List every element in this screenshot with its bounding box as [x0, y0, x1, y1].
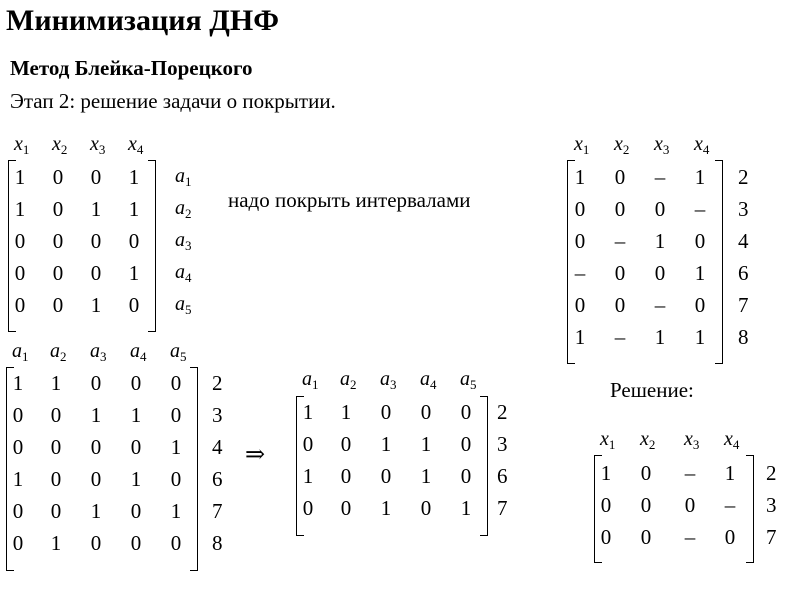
matrix-cell: 0	[90, 435, 102, 459]
right-bracket	[746, 455, 754, 563]
matrix-cell: 0	[640, 525, 652, 549]
matrix-cell: 0	[130, 435, 142, 459]
column-header: $a_4$	[420, 368, 437, 392]
matrix-cell: 0	[694, 229, 706, 253]
method-subtitle: Метод Блейка-Порецкого	[10, 56, 253, 80]
matrix-cell: 0	[12, 435, 24, 459]
matrix-cell: –	[574, 261, 586, 285]
row-label: 7	[497, 496, 508, 520]
matrix-cell: 1	[12, 371, 24, 395]
matrix-cell: 0	[90, 165, 102, 189]
matrix-cell: 0	[574, 197, 586, 221]
matrix-cell: 0	[380, 464, 392, 488]
row-label: 7	[212, 499, 223, 523]
row-label: 2	[738, 165, 749, 189]
matrix-cell: –	[614, 325, 626, 349]
matrix-cell: 0	[380, 400, 392, 424]
matrix-cell: 0	[302, 432, 314, 456]
matrix-cell: 0	[90, 371, 102, 395]
matrix-cell: 0	[90, 531, 102, 555]
step-description: Этап 2: решение задачи о покрытии.	[10, 89, 336, 113]
cover-note: надо покрыть интервалами	[228, 188, 471, 212]
matrix-cell: 0	[14, 229, 26, 253]
matrix-cell: 0	[574, 293, 586, 317]
matrix-cell: 1	[574, 325, 586, 349]
matrix-cell: –	[724, 493, 736, 517]
matrix-cell: 0	[52, 197, 64, 221]
column-header: $a_5$	[170, 340, 187, 364]
column-header: $x_4$	[724, 428, 740, 452]
row-label: 6	[212, 467, 223, 491]
row-label: 8	[738, 325, 749, 349]
column-header: $x_1$	[574, 133, 590, 157]
matrix-cell: 1	[694, 261, 706, 285]
column-header: $a_1$	[302, 368, 319, 392]
matrix-cell: 1	[420, 432, 432, 456]
matrix-cell: 0	[340, 464, 352, 488]
right-bracket	[148, 160, 156, 332]
implies-arrow: ⇒	[245, 442, 266, 468]
matrix-cell: 0	[90, 467, 102, 491]
matrix-cell: 1	[90, 293, 102, 317]
matrix-cell: 0	[460, 432, 472, 456]
matrix-cell: –	[654, 165, 666, 189]
row-label: $a_4$	[175, 261, 192, 285]
matrix-cell: 0	[614, 197, 626, 221]
column-header: $a_5$	[460, 368, 477, 392]
matrix-cell: 0	[420, 400, 432, 424]
matrix-cell: 0	[90, 261, 102, 285]
matrix-cell: 0	[420, 496, 432, 520]
row-label: 6	[497, 464, 508, 488]
row-label: 3	[766, 493, 777, 517]
matrix-cell: –	[654, 293, 666, 317]
row-label: $a_5$	[175, 293, 192, 317]
column-header: $x_1$	[14, 133, 30, 157]
matrix-cell: 1	[14, 165, 26, 189]
column-header: $x_3$	[90, 133, 106, 157]
row-label: 7	[766, 525, 777, 549]
matrix-cell: 1	[14, 197, 26, 221]
matrix-cell: 0	[12, 499, 24, 523]
matrix-cell: 0	[50, 435, 62, 459]
matrix-cell: –	[684, 525, 696, 549]
matrix-cell: 0	[130, 371, 142, 395]
matrix-cell: 0	[460, 400, 472, 424]
matrix-cell: 0	[128, 293, 140, 317]
matrix-cell: 1	[380, 496, 392, 520]
matrix-cell: 0	[170, 531, 182, 555]
matrix-cell: 1	[302, 400, 314, 424]
matrix-cell: 0	[170, 371, 182, 395]
matrix-cell: 1	[90, 403, 102, 427]
row-label: 3	[738, 197, 749, 221]
solution-label: Решение:	[610, 378, 694, 402]
matrix-cell: 0	[574, 229, 586, 253]
matrix-cell: 0	[654, 261, 666, 285]
matrix-cell: 0	[654, 197, 666, 221]
column-header: $a_3$	[380, 368, 397, 392]
column-header: $a_4$	[130, 340, 147, 364]
column-header: $x_1$	[600, 428, 616, 452]
matrix-cell: 1	[130, 403, 142, 427]
row-label: 4	[738, 229, 749, 253]
matrix-cell: 0	[52, 229, 64, 253]
matrix-cell: 0	[724, 525, 736, 549]
matrix-cell: 1	[302, 464, 314, 488]
row-label: 8	[212, 531, 223, 555]
matrix-cell: 0	[640, 461, 652, 485]
row-label: 7	[738, 293, 749, 317]
row-label: $a_2$	[175, 197, 192, 221]
column-header: $x_4$	[694, 133, 710, 157]
right-bracket	[190, 367, 198, 571]
column-header: $a_1$	[12, 340, 29, 364]
row-label: 6	[738, 261, 749, 285]
matrix-cell: 0	[170, 467, 182, 491]
matrix-cell: 1	[170, 435, 182, 459]
matrix-cell: 0	[600, 525, 612, 549]
matrix-cell: 1	[12, 467, 24, 491]
matrix-cell: 0	[50, 467, 62, 491]
matrix-cell: 0	[340, 432, 352, 456]
matrix-cell: 1	[170, 499, 182, 523]
matrix-cell: 1	[128, 165, 140, 189]
matrix-cell: 1	[128, 197, 140, 221]
matrix-cell: 0	[50, 499, 62, 523]
matrix-cell: 0	[614, 293, 626, 317]
matrix-cell: 0	[694, 293, 706, 317]
matrix-cell: 1	[50, 531, 62, 555]
column-header: $x_2$	[614, 133, 630, 157]
matrix-cell: 1	[654, 229, 666, 253]
row-label: 2	[497, 400, 508, 424]
matrix-cell: 0	[614, 165, 626, 189]
matrix-cell: 0	[340, 496, 352, 520]
matrix-cell: 0	[600, 493, 612, 517]
matrix-cell: 0	[684, 493, 696, 517]
matrix-cell: 0	[170, 403, 182, 427]
row-label: 3	[497, 432, 508, 456]
matrix-cell: 0	[50, 403, 62, 427]
matrix-cell: 0	[12, 403, 24, 427]
matrix-cell: 1	[724, 461, 736, 485]
column-header: $a_3$	[90, 340, 107, 364]
row-label: $a_1$	[175, 165, 192, 189]
matrix-cell: 0	[90, 229, 102, 253]
matrix-cell: 1	[460, 496, 472, 520]
column-header: $x_2$	[52, 133, 68, 157]
row-label: 2	[212, 371, 223, 395]
column-header: $x_2$	[640, 428, 656, 452]
matrix-cell: 0	[614, 261, 626, 285]
matrix-cell: 1	[128, 261, 140, 285]
matrix-cell: 0	[52, 261, 64, 285]
matrix-cell: 0	[130, 531, 142, 555]
matrix-cell: 1	[694, 325, 706, 349]
page-title: Минимизация ДНФ	[6, 4, 279, 37]
matrix-cell: 0	[52, 165, 64, 189]
column-header: $x_3$	[684, 428, 700, 452]
column-header: $x_4$	[128, 133, 144, 157]
column-header: $a_2$	[50, 340, 67, 364]
matrix-cell: –	[614, 229, 626, 253]
matrix-cell: 1	[340, 400, 352, 424]
matrix-cell: 1	[90, 499, 102, 523]
matrix-cell: 0	[14, 293, 26, 317]
matrix-cell: 1	[654, 325, 666, 349]
row-label: $a_3$	[175, 229, 192, 253]
matrix-cell: –	[684, 461, 696, 485]
matrix-cell: 1	[574, 165, 586, 189]
matrix-cell: 0	[52, 293, 64, 317]
column-header: $x_3$	[654, 133, 670, 157]
matrix-cell: 0	[130, 499, 142, 523]
matrix-cell: –	[694, 197, 706, 221]
row-label: 4	[212, 435, 223, 459]
row-label: 3	[212, 403, 223, 427]
matrix-cell: 0	[460, 464, 472, 488]
matrix-cell: 1	[50, 371, 62, 395]
row-label: 2	[766, 461, 777, 485]
matrix-cell: 1	[380, 432, 392, 456]
matrix-cell: 0	[302, 496, 314, 520]
column-header: $a_2$	[340, 368, 357, 392]
matrix-cell: 0	[14, 261, 26, 285]
matrix-cell: 1	[420, 464, 432, 488]
right-bracket	[480, 396, 488, 536]
right-bracket	[715, 160, 723, 364]
matrix-cell: 1	[90, 197, 102, 221]
matrix-cell: 1	[130, 467, 142, 491]
matrix-cell: 1	[694, 165, 706, 189]
matrix-cell: 0	[640, 493, 652, 517]
matrix-cell: 0	[128, 229, 140, 253]
matrix-cell: 1	[600, 461, 612, 485]
matrix-cell: 0	[12, 531, 24, 555]
